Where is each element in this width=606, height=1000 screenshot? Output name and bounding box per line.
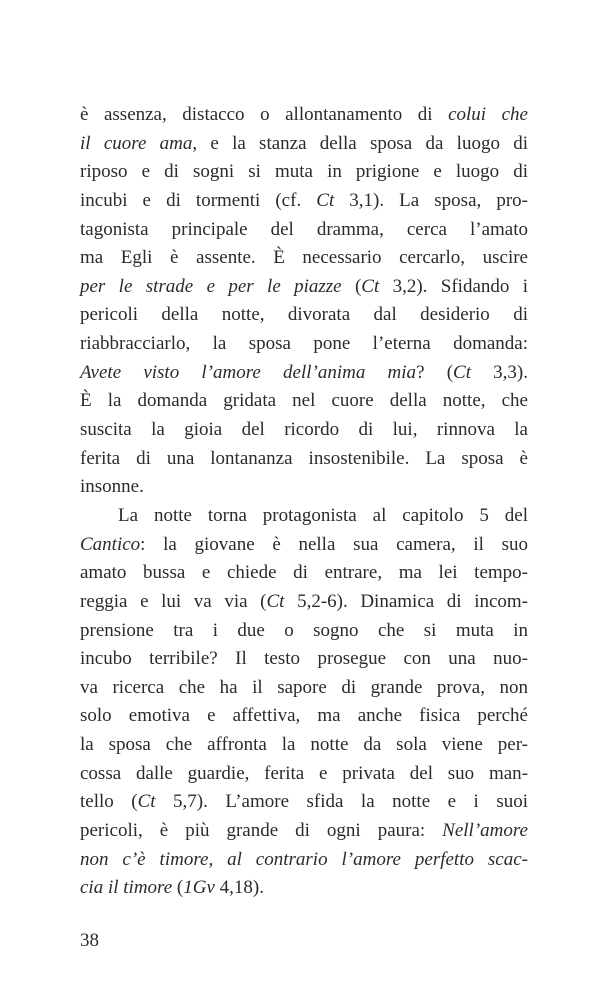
text-line (80, 445, 528, 474)
text-segment: ? ( (416, 361, 454, 383)
text-line (80, 760, 528, 789)
text-line (80, 846, 528, 875)
text-segment: ma Egli è assente. È necessario cercarlo, uscire (80, 247, 528, 269)
text-segment: ferita di una lontananza insostenibile. La sposa è (80, 447, 528, 469)
text-line (80, 387, 528, 416)
text-segment: : la giovane è nella sua camera, il suo (140, 533, 528, 555)
text-line (80, 273, 528, 302)
italic-text: Cantico (80, 533, 141, 555)
text-line (80, 473, 528, 502)
text-segment: prensione tra i due o sogno che si muta in (80, 619, 528, 641)
text-segment: la sposa che affronta la notte da sola viene per- (80, 734, 528, 756)
text-segment: tagonista principale del dramma, cerca l’amato (80, 218, 528, 240)
text-line (80, 559, 528, 588)
italic-text: 1Gv (183, 877, 215, 899)
text-line (80, 645, 528, 674)
text-segment: 3,3). (470, 361, 528, 383)
paragraph (80, 502, 528, 903)
italic-text: Nell’amore (442, 820, 528, 842)
text-segment: ( (341, 275, 362, 297)
italic-text: colui che (448, 104, 528, 125)
text-line (80, 702, 528, 731)
italic-text: Ct (453, 361, 471, 383)
italic-text: cia il timore (80, 877, 173, 899)
text-segment: reggia e lui va via ( (80, 590, 267, 612)
text-line (80, 731, 528, 760)
text-segment: È la domanda gridata nel cuore della notte, che (80, 390, 528, 412)
text-line (80, 244, 528, 273)
text-segment: , e la stanza della sposa da luogo di (192, 132, 528, 154)
text-line (80, 359, 528, 388)
text-line (80, 874, 528, 903)
italic-text: Ct (316, 189, 335, 211)
text-segment: suscita la gioia del ricordo di lui, rinnova la (80, 419, 528, 441)
text-segment: ( (172, 877, 184, 899)
text-line (80, 817, 528, 846)
text-segment: insonne. (80, 476, 144, 498)
text-line (80, 788, 528, 817)
text-segment: cossa dalle guardie, ferita e privata del suo man- (80, 762, 528, 784)
text-segment: 3,2). Sfidando i (379, 275, 529, 297)
text-segment: 5,2-6). Dinamica di incom- (284, 590, 529, 612)
text-line (80, 674, 528, 703)
page-body-text (80, 101, 528, 903)
text-line (80, 617, 528, 646)
text-segment: La notte torna protagonista al capitolo 5 del (118, 504, 528, 526)
text-segment: tello ( (80, 791, 138, 813)
text-segment: è assenza, distacco o allontanamento di (80, 104, 449, 125)
italic-text: Avete visto l’amore dell’anima mia (80, 361, 417, 383)
text-line (80, 216, 528, 245)
text-segment: 5,7). L’amore sfida la notte e i suoi (155, 791, 528, 813)
text-line (80, 330, 528, 359)
text-line (80, 158, 528, 187)
text-segment: 4,18). (214, 877, 264, 899)
italic-text: il cuore ama (80, 132, 193, 154)
text-segment: incubo terribile? Il testo prosegue con una nuo- (80, 648, 528, 670)
text-segment: pericoli della notte, divorata dal desiderio di (80, 304, 528, 326)
text-line (80, 588, 528, 617)
italic-text: Ct (266, 590, 285, 612)
text-segment: incubi e di tormenti (cf. (80, 189, 317, 211)
text-line (80, 130, 528, 159)
text-segment: va ricerca che ha il sapore di grande prova, non (80, 676, 528, 698)
page-number: 38 (80, 930, 99, 951)
italic-text: Ct (361, 275, 380, 297)
text-segment: riposo e di sogni si muta in prigione e luogo di (80, 161, 528, 183)
text-line (80, 187, 528, 216)
text-segment: solo emotiva e affettiva, ma anche fisica perché (80, 705, 528, 727)
text-segment: 3,1). La sposa, pro- (334, 189, 528, 211)
italic-text: non c’è timore, al contrario l’amore perfetto scac- (80, 848, 528, 870)
italic-text: per le strade e per le piazze (80, 275, 342, 297)
text-line (80, 416, 528, 445)
text-segment: amato bussa e chiede di entrare, ma lei tempo- (80, 562, 528, 584)
text-line (80, 502, 528, 531)
italic-text: Ct (137, 791, 156, 813)
text-line (80, 531, 528, 560)
text-line (80, 301, 528, 330)
text-line (80, 101, 528, 130)
text-segment: pericoli, è più grande di ogni paura: (80, 820, 443, 842)
text-segment: riabbracciarlo, la sposa pone l’eterna domanda: (80, 333, 528, 355)
paragraph (80, 101, 528, 502)
